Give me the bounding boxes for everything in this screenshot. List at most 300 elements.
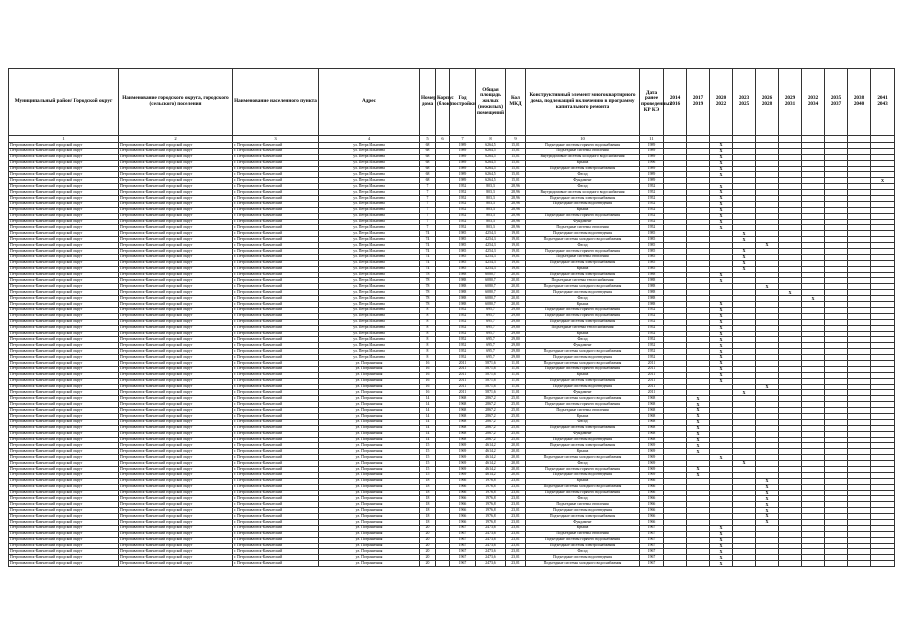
district-cell: Петропавловск-Камчатский городской округ <box>9 196 119 202</box>
address-cell: ул. Петра Ильичева <box>319 196 420 202</box>
structural-element-cell: Фасад <box>526 496 640 502</box>
locality-cell: г. Петропавловск-Камчатский <box>233 225 319 231</box>
kol-cell: 20,01 <box>506 296 526 302</box>
year-built-cell: 1989 <box>450 148 476 154</box>
okrug-cell: Петропавловск-Камчатский городской округ <box>119 178 233 184</box>
address-cell: ул. Петра Ильичева <box>319 260 420 266</box>
previous-repair-date-cell: 1996 <box>640 160 664 166</box>
address-cell: ул. Пограничная <box>319 431 420 437</box>
area-cell: 5871,6 <box>476 384 506 390</box>
year-built-cell: 1969 <box>450 472 476 478</box>
column-header: Год постройки <box>450 69 476 136</box>
house-number-cell: 68 <box>420 166 436 172</box>
kol-cell: 19,01 <box>506 237 526 243</box>
area-cell: 4254,3 <box>476 260 506 266</box>
period-mark: X <box>733 249 756 255</box>
kol-cell: 20,01 <box>506 302 526 308</box>
okrug-cell: Петропавловск-Камчатский городской округ <box>119 313 233 319</box>
period-mark: X <box>710 537 733 543</box>
okrug-cell: Петропавловск-Камчатский городской округ <box>119 166 233 172</box>
area-cell: 5871,6 <box>476 360 506 366</box>
structural-element-cell: Подъездные системы холодного водоснабжения <box>526 237 640 243</box>
kol-cell: 23,01 <box>506 525 526 531</box>
locality-cell: г. Петропавловск-Камчатский <box>233 148 319 154</box>
locality-cell: г. Петропавловск-Камчатский <box>233 266 319 272</box>
period-mark: X <box>779 290 802 296</box>
column-number: 3 <box>233 136 319 143</box>
okrug-cell: Петропавловск-Камчатский городской округ <box>119 201 233 207</box>
year-built-cell: 1952 <box>450 319 476 325</box>
kol-cell: 20,01 <box>506 466 526 472</box>
address-cell: ул. Петра Ильичева <box>319 166 420 172</box>
address-cell: ул. Петра Ильичева <box>319 225 420 231</box>
house-number-cell: 8 <box>420 331 436 337</box>
locality-cell: г. Петропавловск-Камчатский <box>233 196 319 202</box>
address-cell: ул. Петра Ильичева <box>319 184 420 190</box>
okrug-cell: Петропавловск-Камчатский городской округ <box>119 213 233 219</box>
structural-element-cell: Подъездные системы теплоснабжения <box>526 325 640 331</box>
okrug-cell: Петропавловск-Камчатский городской округ <box>119 472 233 478</box>
previous-repair-date-cell: 1989 <box>640 166 664 172</box>
column-number: 5 <box>420 136 436 143</box>
locality-cell: г. Петропавловск-Камчатский <box>233 502 319 508</box>
address-cell: ул. Петра Ильичева <box>319 243 420 249</box>
structural-element-cell: Подъездные системы водоотведения <box>526 231 640 237</box>
okrug-cell: Петропавловск-Камчатский городской округ <box>119 237 233 243</box>
district-cell: Петропавловск-Камчатский городской округ <box>9 396 119 402</box>
year-built-cell: 1952 <box>450 313 476 319</box>
district-cell: Петропавловск-Камчатский городской округ <box>9 319 119 325</box>
district-cell: Петропавловск-Камчатский городской округ <box>9 431 119 437</box>
building-cell <box>436 561 450 567</box>
column-header: Общая площадь жилых (нежилых) помещений <box>476 69 506 136</box>
area-cell: 2473,6 <box>476 555 506 561</box>
house-number-cell: 74 <box>420 237 436 243</box>
address-cell: ул. Петра Ильичева <box>319 302 420 308</box>
previous-repair-date-cell: 1968 <box>640 408 664 414</box>
locality-cell: г. Петропавловск-Камчатский <box>233 437 319 443</box>
table-header <box>9 69 895 143</box>
period-mark: X <box>710 307 733 313</box>
area-cell: 6080,7 <box>476 302 506 308</box>
locality-cell: г. Петропавловск-Камчатский <box>233 455 319 461</box>
period-mark: X <box>687 425 710 431</box>
address-cell: ул. Петра Ильичева <box>319 178 420 184</box>
previous-repair-date-cell: 1969 <box>640 466 664 472</box>
previous-repair-date-cell: 1989 <box>640 172 664 178</box>
locality-cell: г. Петропавловск-Камчатский <box>233 366 319 372</box>
capital-repair-program-table <box>8 68 895 567</box>
kol-cell: 23,01 <box>506 549 526 555</box>
column-header: 2041 2043 <box>871 69 895 136</box>
locality-cell: г. Петропавловск-Камчатский <box>233 249 319 255</box>
locality-cell: г. Петропавловск-Камчатский <box>233 490 319 496</box>
year-built-cell: 1952 <box>450 207 476 213</box>
period-mark: X <box>687 419 710 425</box>
kol-cell: 23,01 <box>506 514 526 520</box>
column-header: 2038 2040 <box>848 69 871 136</box>
period-mark: X <box>710 196 733 202</box>
period-mark: X <box>710 555 733 561</box>
area-cell: 803,3 <box>476 190 506 196</box>
kol-cell: 28,96 <box>506 207 526 213</box>
address-cell: ул. Пограничная <box>319 537 420 543</box>
structural-element-cell: Подъездные системы водоотведения <box>526 472 640 478</box>
structural-element-cell: Подъездные системы отопления <box>526 502 640 508</box>
year-built-cell: 1952 <box>450 355 476 361</box>
locality-cell: г. Петропавловск-Камчатский <box>233 166 319 172</box>
period-mark: X <box>710 366 733 372</box>
kol-cell: 23,01 <box>506 508 526 514</box>
structural-element-cell: Подъездные системы водоотведения <box>526 437 640 443</box>
structural-element-cell: Крыша <box>526 302 640 308</box>
house-number-cell: 18 <box>420 484 436 490</box>
previous-repair-date-cell: 1969 <box>640 472 664 478</box>
previous-repair-date-cell: 1966 <box>640 496 664 502</box>
period-mark: X <box>710 325 733 331</box>
district-cell: Петропавловск-Камчатский городской округ <box>9 531 119 537</box>
address-cell: ул. Петра Ильичева <box>319 254 420 260</box>
house-number-cell: 14 <box>420 408 436 414</box>
district-cell: Петропавловск-Камчатский городской округ <box>9 231 119 237</box>
year-built-cell: 1952 <box>450 213 476 219</box>
period-mark: X <box>756 243 779 249</box>
locality-cell: г. Петропавловск-Камчатский <box>233 343 319 349</box>
previous-repair-date-cell: 1952 <box>640 313 664 319</box>
house-number-cell: 78 <box>420 278 436 284</box>
previous-repair-date-cell: 1985 <box>640 231 664 237</box>
period-mark: X <box>710 207 733 213</box>
structural-element-cell: Подъездные системы электроснабжения <box>526 166 640 172</box>
structural-element-cell: Подъездные системы горячего водоснабжения <box>526 213 640 219</box>
house-number-cell: 74 <box>420 266 436 272</box>
house-number-cell: 20 <box>420 543 436 549</box>
period-mark: X <box>710 360 733 366</box>
year-built-cell: 1969 <box>450 449 476 455</box>
period-cell <box>733 561 756 567</box>
house-number-cell: 20 <box>420 537 436 543</box>
address-cell: ул. Пограничная <box>319 555 420 561</box>
locality-cell: г. Петропавловск-Камчатский <box>233 496 319 502</box>
district-cell: Петропавловск-Камчатский городской округ <box>9 278 119 284</box>
structural-element-cell: Подъездные системы холодного водоснабжения <box>526 455 640 461</box>
area-cell: 5871,6 <box>476 378 506 384</box>
structural-element-cell: Подъездные системы водоотведения <box>526 555 640 561</box>
year-built-cell: 1988 <box>450 302 476 308</box>
year-built-cell: 1966 <box>450 478 476 484</box>
year-built-cell: 1966 <box>450 508 476 514</box>
year-built-cell: 2011 <box>450 390 476 396</box>
kol-cell: 20,01 <box>506 278 526 284</box>
structural-element-cell: Подъездные системы водоотведения <box>526 290 640 296</box>
column-header: Кол МКД <box>506 69 526 136</box>
okrug-cell: Петропавловск-Камчатский городской округ <box>119 284 233 290</box>
district-cell: Петропавловск-Камчатский городской округ <box>9 514 119 520</box>
district-cell: Петропавловск-Камчатский городской округ <box>9 525 119 531</box>
address-cell: ул. Петра Ильичева <box>319 148 420 154</box>
previous-repair-date-cell: 1988 <box>640 290 664 296</box>
house-number-cell: 15 <box>420 449 436 455</box>
house-number-cell: 7 <box>420 213 436 219</box>
year-built-cell: 1968 <box>450 413 476 419</box>
previous-repair-date-cell: 1952 <box>640 343 664 349</box>
area-cell: 803,3 <box>476 196 506 202</box>
address-cell: ул. Пограничная <box>319 520 420 526</box>
kol-cell: 25,01 <box>506 419 526 425</box>
period-mark: X <box>733 237 756 243</box>
okrug-cell: Петропавловск-Камчатский городской округ <box>119 508 233 514</box>
address-cell: ул. Пограничная <box>319 437 420 443</box>
column-header: 2014 2016 <box>664 69 687 136</box>
area-cell: 4254,3 <box>476 237 506 243</box>
okrug-cell: Петропавловск-Камчатский городской округ <box>119 331 233 337</box>
area-cell: 695,7 <box>476 319 506 325</box>
area-cell: 6080,7 <box>476 296 506 302</box>
locality-cell: г. Петропавловск-Камчатский <box>233 337 319 343</box>
house-number-cell: 18 <box>420 508 436 514</box>
previous-repair-date-cell: 1988 <box>640 278 664 284</box>
previous-repair-date-cell: 1985 <box>640 243 664 249</box>
kol-cell: 19,01 <box>506 254 526 260</box>
district-cell: Петропавловск-Камчатский городской округ <box>9 384 119 390</box>
locality-cell: г. Петропавловск-Камчатский <box>233 431 319 437</box>
kol-cell: 20,01 <box>506 443 526 449</box>
district-cell: Петропавловск-Камчатский городской округ <box>9 561 119 567</box>
area-cell: 6264,5 <box>476 148 506 154</box>
address-cell: ул. Петра Ильичева <box>319 154 420 160</box>
area-cell: 4614,2 <box>476 455 506 461</box>
district-cell: Петропавловск-Камчатский городской округ <box>9 249 119 255</box>
district-cell: Петропавловск-Камчатский городской округ <box>9 307 119 313</box>
period-mark: X <box>733 266 756 272</box>
okrug-cell: Петропавловск-Камчатский городской округ <box>119 243 233 249</box>
district-cell: Петропавловск-Камчатский городской округ <box>9 190 119 196</box>
kol-cell: 25,01 <box>506 396 526 402</box>
previous-repair-date-cell: 2011 <box>640 378 664 384</box>
area-cell: 4614,2 <box>476 461 506 467</box>
column-number <box>802 136 825 143</box>
locality-cell: г. Петропавловск-Камчатский <box>233 254 319 260</box>
house-number-cell: 68 <box>420 160 436 166</box>
address-cell: ул. Петра Ильичева <box>319 190 420 196</box>
locality-cell: г. Петропавловск-Камчатский <box>233 520 319 526</box>
previous-repair-date-cell: 1952 <box>640 213 664 219</box>
district-cell: Петропавловск-Камчатский городской округ <box>9 201 119 207</box>
address-cell: ул. Петра Ильичева <box>319 231 420 237</box>
area-cell: 2867,2 <box>476 431 506 437</box>
previous-repair-date-cell: 1952 <box>640 219 664 225</box>
district-cell: Петропавловск-Камчатский городской округ <box>9 408 119 414</box>
house-number-cell: 8 <box>420 325 436 331</box>
area-cell: 4614,2 <box>476 443 506 449</box>
previous-repair-date-cell: 1985 <box>640 266 664 272</box>
house-number-cell: 68 <box>420 154 436 160</box>
district-cell: Петропавловск-Камчатский городской округ <box>9 425 119 431</box>
area-cell: 2867,2 <box>476 419 506 425</box>
column-number: 6 <box>436 136 450 143</box>
okrug-cell: Петропавловск-Камчатский городской округ <box>119 396 233 402</box>
district-cell: Петропавловск-Камчатский городской округ <box>9 349 119 355</box>
address-cell: ул. Петра Ильичева <box>319 207 420 213</box>
address-cell: ул. Пограничная <box>319 472 420 478</box>
district-cell: Петропавловск-Камчатский городской округ <box>9 337 119 343</box>
kol-cell: 23,01 <box>506 502 526 508</box>
year-built-cell: 1985 <box>450 254 476 260</box>
area-cell: 695,7 <box>476 343 506 349</box>
previous-repair-date-cell: 1985 <box>640 237 664 243</box>
district-cell: Петропавловск-Камчатский городской округ <box>9 413 119 419</box>
column-header: Адрес <box>319 69 420 136</box>
district-cell: Петропавловск-Камчатский городской округ <box>9 466 119 472</box>
area-cell: 803,3 <box>476 184 506 190</box>
okrug-cell: Петропавловск-Камчатский городской округ <box>119 254 233 260</box>
locality-cell: г. Петропавловск-Камчатский <box>233 178 319 184</box>
area-cell: 1976,8 <box>476 484 506 490</box>
house-number-cell: 8 <box>420 319 436 325</box>
structural-element-cell: Подъездные системы отопления <box>526 254 640 260</box>
house-number-cell: 16 <box>420 384 436 390</box>
table-body <box>9 143 895 567</box>
locality-cell: г. Петропавловск-Камчатский <box>233 402 319 408</box>
okrug-cell: Петропавловск-Камчатский городской округ <box>119 366 233 372</box>
area-cell: 2867,2 <box>476 408 506 414</box>
house-number-cell: 16 <box>420 372 436 378</box>
period-mark: X <box>710 272 733 278</box>
year-built-cell: 1952 <box>450 325 476 331</box>
previous-repair-date-cell: 1989 <box>640 143 664 149</box>
locality-cell: г. Петропавловск-Камчатский <box>233 537 319 543</box>
kol-cell: 20,01 <box>506 290 526 296</box>
period-cell <box>802 561 825 567</box>
period-mark: X <box>710 378 733 384</box>
area-cell: 2867,2 <box>476 437 506 443</box>
kol-cell: 23,01 <box>506 543 526 549</box>
structural-element-cell: Подъездные системы горячего водоснабжения <box>526 490 640 496</box>
okrug-cell: Петропавловск-Камчатский городской округ <box>119 148 233 154</box>
structural-element-cell: Фундамент <box>526 219 640 225</box>
kol-cell: 19,01 <box>506 266 526 272</box>
house-number-cell: 78 <box>420 284 436 290</box>
period-mark: X <box>733 390 756 396</box>
locality-cell: г. Петропавловск-Камчатский <box>233 478 319 484</box>
year-built-cell: 1952 <box>450 225 476 231</box>
house-number-cell: 74 <box>420 231 436 237</box>
district-cell: Петропавловск-Камчатский городской округ <box>9 461 119 467</box>
okrug-cell: Петропавловск-Камчатский городской округ <box>119 378 233 384</box>
year-built-cell: 1988 <box>450 278 476 284</box>
locality-cell: г. Петропавловск-Камчатский <box>233 237 319 243</box>
previous-repair-date-cell: 1969 <box>640 443 664 449</box>
kol-cell: 15,01 <box>506 154 526 160</box>
previous-repair-date-cell: 1989 <box>640 154 664 160</box>
okrug-cell: Петропавловск-Камчатский городской округ <box>119 461 233 467</box>
year-built-cell: 1985 <box>450 249 476 255</box>
house-number-cell: 18 <box>420 502 436 508</box>
house-number-cell: 14 <box>420 425 436 431</box>
structural-element-cell: Крыша <box>526 413 640 419</box>
structural-element-cell: Подъездные системы горячего водоснабжения <box>526 307 640 313</box>
house-number-cell: 15 <box>420 466 436 472</box>
column-header: 2029 2031 <box>779 69 802 136</box>
address-cell: ул. Петра Ильичева <box>319 290 420 296</box>
column-number <box>871 136 895 143</box>
locality-cell: г. Петропавловск-Камчатский <box>233 213 319 219</box>
period-mark: X <box>710 355 733 361</box>
structural-element-cell: Фасад <box>526 549 640 555</box>
previous-repair-date-cell: 1952 <box>640 325 664 331</box>
address-cell: ул. Пограничная <box>319 484 420 490</box>
previous-repair-date-cell: 1967 <box>640 549 664 555</box>
district-cell: Петропавловск-Камчатский городской округ <box>9 520 119 526</box>
locality-cell: г. Петропавловск-Камчатский <box>233 543 319 549</box>
house-number-cell: 7 <box>420 225 436 231</box>
kol-cell: 23,01 <box>506 484 526 490</box>
okrug-cell: Петропавловск-Камчатский городской округ <box>119 402 233 408</box>
previous-repair-date-cell: 1989 <box>640 178 664 184</box>
period-mark: X <box>733 231 756 237</box>
area-cell: 695,7 <box>476 337 506 343</box>
period-mark: X <box>710 154 733 160</box>
period-mark: X <box>687 431 710 437</box>
address-cell: ул. Петра Ильичева <box>319 349 420 355</box>
column-number <box>825 136 848 143</box>
kol-cell: 15,01 <box>506 166 526 172</box>
year-built-cell: 1989 <box>450 166 476 172</box>
structural-element-cell: Крыша <box>526 372 640 378</box>
okrug-cell: Петропавловск-Камчатский городской округ <box>119 319 233 325</box>
structural-element-cell: Подъездные системы холодного водоснабжения <box>526 284 640 290</box>
okrug-cell: Петропавловск-Камчатский городской округ <box>119 160 233 166</box>
address-cell: ул. Петра Ильичева <box>319 355 420 361</box>
kol-cell: 29,80 <box>506 355 526 361</box>
house-number-cell: 20 <box>420 555 436 561</box>
previous-repair-date-cell: 1968 <box>640 419 664 425</box>
period-mark: X <box>687 396 710 402</box>
address-cell: ул. Петра Ильичева <box>319 331 420 337</box>
period-mark: X <box>756 514 779 520</box>
period-mark: X <box>802 296 825 302</box>
structural-element-cell: Подъездные системы электроснабжения <box>526 425 640 431</box>
column-number: 1 <box>9 136 119 143</box>
year-built-cell: 1985 <box>450 260 476 266</box>
kol-cell: 23,01 <box>506 520 526 526</box>
previous-repair-date-cell: 1968 <box>640 437 664 443</box>
period-mark: X <box>687 408 710 414</box>
table-row <box>9 561 895 567</box>
area-cell: 803,3 <box>476 213 506 219</box>
column-header: Номер дома <box>420 69 436 136</box>
district-cell: Петропавловск-Камчатский городской округ <box>9 390 119 396</box>
period-mark: X <box>710 172 733 178</box>
structural-element-cell: Подъездные системы горячего водоснабжения <box>526 466 640 472</box>
okrug-cell: Петропавловск-Камчатский городской округ <box>119 431 233 437</box>
period-mark: X <box>710 372 733 378</box>
area-cell: 2867,2 <box>476 425 506 431</box>
address-cell: ул. Петра Ильичева <box>319 143 420 149</box>
column-header: Корпус (блок) <box>436 69 450 136</box>
locality-cell: г. Петропавловск-Камчатский <box>233 372 319 378</box>
house-number-cell: 68 <box>420 148 436 154</box>
kol-cell: 23,01 <box>506 478 526 484</box>
house-number-cell: 78 <box>420 302 436 308</box>
address-cell: ул. Пограничная <box>319 543 420 549</box>
district-cell: Петропавловск-Камчатский городской округ <box>9 419 119 425</box>
district-cell: Петропавловск-Камчатский городской округ <box>9 478 119 484</box>
period-cell <box>825 561 848 567</box>
structural-element-cell: Фундамент <box>526 178 640 184</box>
locality-cell: г. Петропавловск-Камчатский <box>233 472 319 478</box>
period-mark: X <box>710 561 733 567</box>
